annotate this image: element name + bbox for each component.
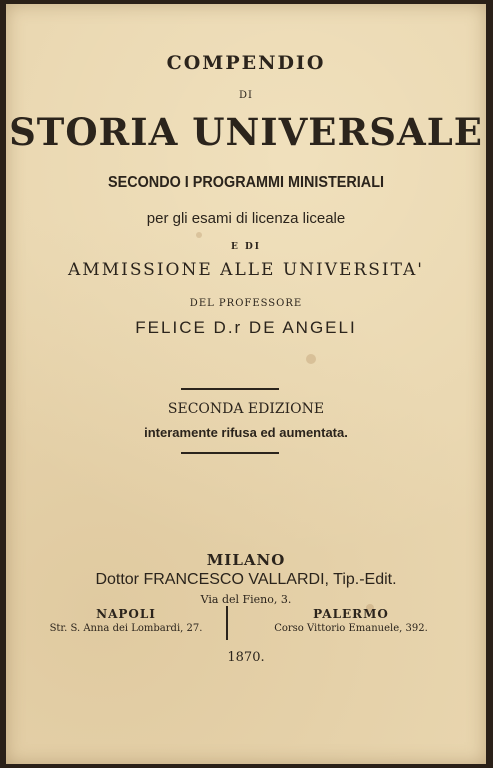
branch-right-city: PALERMO [313,607,389,621]
author-name: FELICE D.r DE ANGELI [135,318,357,337]
subtitle: SECONDO I PROGRAMMI MINISTERIALI [107,174,384,191]
branch-separator [226,606,228,640]
imprint-city: MILANO [206,551,286,569]
divider-top [181,388,279,390]
main-title: STORIA UNIVERSALE [9,110,483,154]
foxing-spot [196,232,202,238]
del-professore: DEL PROFESSORE [189,298,303,309]
compendio-heading: COMPENDIO [166,52,326,74]
edition-note: interamente rifusa ed aumentata. [144,425,348,440]
foxing-spot [306,354,316,364]
admission-line: AMMISSIONE ALLE UNIVERSITA' [68,260,424,280]
publication-year: 1870. [227,650,265,665]
branch-right-address: Corso Vittorio Emanuele, 392. [274,623,428,634]
di-connector: DI [239,90,253,101]
divider-bottom [181,452,279,454]
purpose-line: per gli esami di licenza liceale [146,210,346,227]
e-di-connector: E DI [230,242,261,252]
publisher-address: Via del Fieno, 3. [200,593,292,606]
edition-line: SECONDA EDIZIONE [167,401,325,417]
publisher-name: Dottor FRANCESCO VALLARDI, Tip.-Edit. [95,571,397,588]
branch-left-address: Str. S. Anna dei Lombardi, 27. [49,623,203,634]
branch-left-city: NAPOLI [96,607,156,621]
title-page [6,4,486,764]
